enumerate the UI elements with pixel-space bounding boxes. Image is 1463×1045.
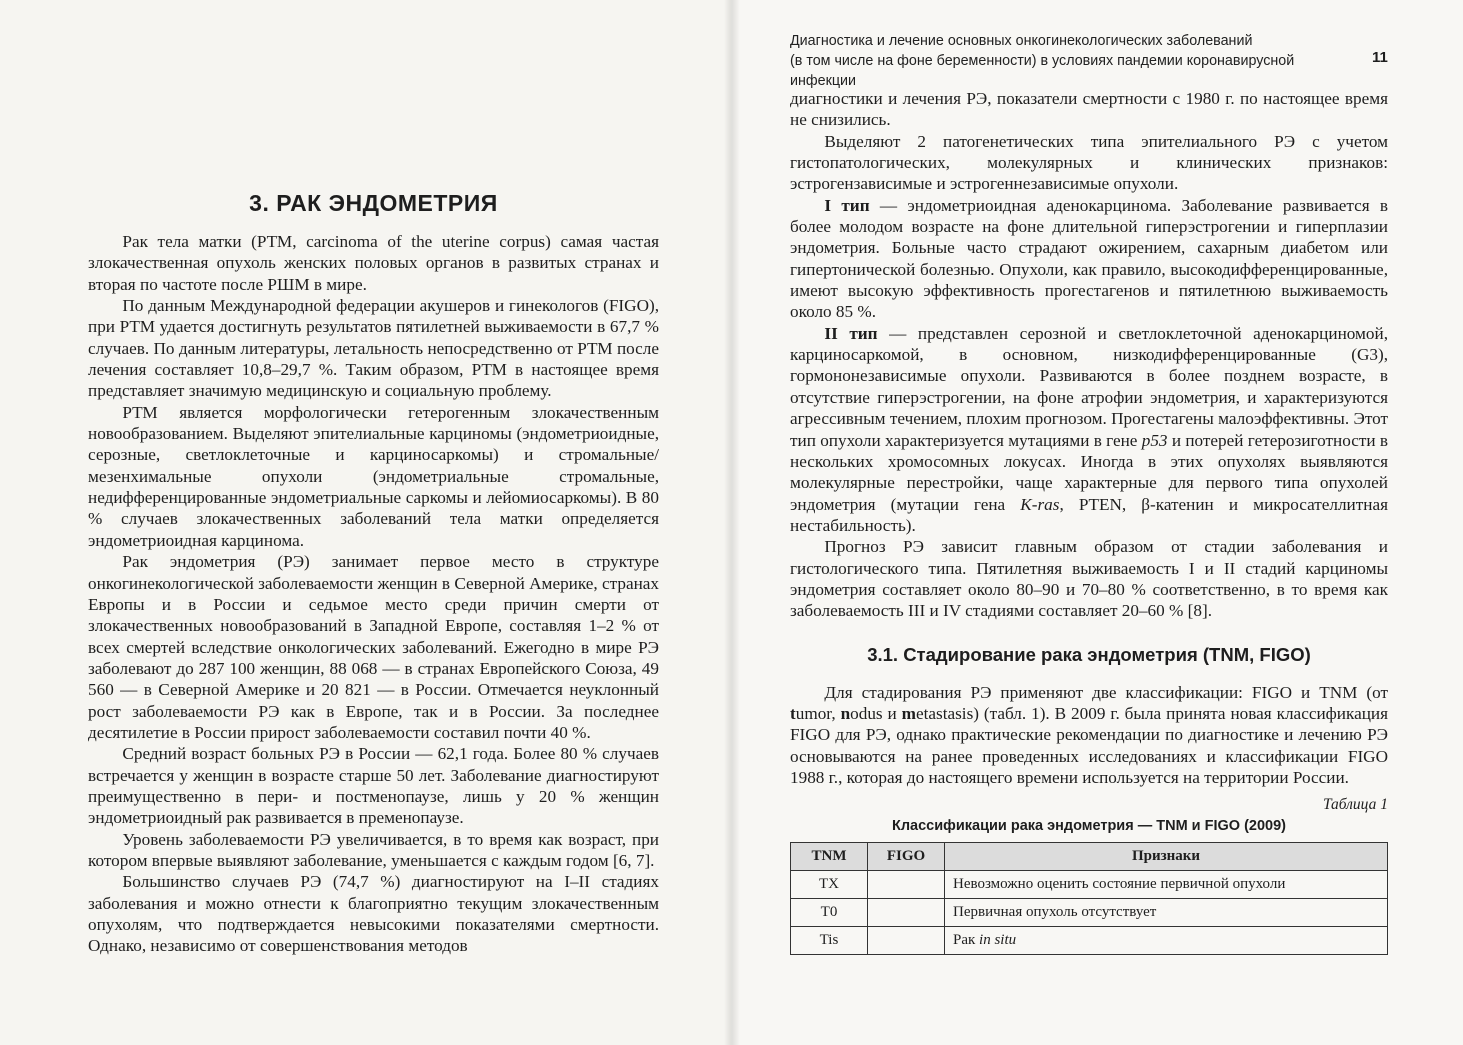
cell-sign [945, 927, 1388, 955]
acronym-letter: n [840, 703, 851, 723]
chapter-title: 3. РАК ЭНДОМЕТРИЯ [249, 190, 498, 216]
cell-tnm: T0 [791, 899, 868, 927]
left-column [88, 190, 659, 957]
table-row [791, 927, 1388, 955]
cell-sign: Невозможно оценить состояние первичной опухоли [945, 871, 1388, 899]
paragraph-staging [790, 682, 1388, 789]
paragraph: Уровень заболеваемости РЭ увеличивается, в то время как возраст, при котором впервые выявляют заболевание, уменьшается с каждым годом [6, 7]. [88, 829, 659, 870]
cell-sign-prefix: Рак [953, 932, 980, 949]
cell-tnm: Tis [791, 927, 868, 955]
table-label: Таблица 1 [1322, 796, 1388, 814]
paragraph: Выделяют 2 патогенетических типа эпителиального РЭ с учетом гистопатологических, молекулярных и клинических признаков: эстрогензависимые и эстрогеннезависимые опухоли. [790, 131, 1388, 194]
cell-sign: Первичная опухоль отсутствует [945, 899, 1388, 927]
section-title: 3.1. Стадирование рака эндометрия (TNM, FIGO) [867, 643, 1311, 665]
gene-kras: K-ras [1020, 494, 1060, 514]
paragraph: РТМ является морфологически гетерогенным злокачественным новообразованием. Выделяют эпителиальные карциномы (эндометриоидные, серозные, светлоклеточные и карциносаркомы) и стромальные/мезенхимальные опухоли (эндометриальные стромальные, недифференцированные эндометриальные саркомы и лейомиосаркомы). В 80 % случаев злокачественных заболеваний тела матки определяется эндометриоидная карцинома. [88, 402, 659, 550]
cell-tnm: TX [791, 871, 868, 899]
acronym-letter: m [901, 703, 916, 723]
staging-text: etastasis) (табл. 1). В 2009 г. была принята новая классификация FIGO для РЭ, однако практические рекомендации по диагностике и лечению РЭ основываются на ранее проведенных исследованиях и классификации FIGO 1988 г., которая до настоящего времени используется на территории России. [790, 703, 1388, 787]
paragraph: Большинство случаев РЭ (74,7 %) диагностируют на I–II стадиях заболевания и можно отнести к благоприятно текущим злокачественным опухолям, что подтверждается невысокими показателями смертности. Однако, независимо от совершенствования методов [88, 872, 659, 956]
page-number: 11 [1372, 49, 1388, 66]
type1-text: — эндометриоидная аденокарцинома. Заболевание развивается в более молодом возрасте на фоне длительной гиперэстрогении и гиперплазии эндометрия. Больные часто страдают ожирением, сахарным диабетом или гипертонической болезнью. Опухоли, как правило, высокодифференцированные, имеют высокую эффективность прогестагенов и пятилетнюю выживаемость около 85 %. [790, 195, 1389, 322]
paragraph: Средний возраст больных РЭ в России — 62,1 года. Более 80 % случаев встречается у женщин в возрасте старше 50 лет. Заболевание диагностируют преимущественно в пери- и постменопаузе, лишь у 20 % женщин эндометриоидный рак развивается в пременопаузе. [88, 744, 659, 828]
running-head-line1: Диагностика и лечение основных онкогинекологических заболеваний [790, 33, 1253, 49]
table-header-figo: FIGO [868, 843, 945, 871]
table-row [791, 871, 1388, 899]
type2-text-c: , PTEN, β-катенин и микросателлитная нестабильность). [790, 494, 1388, 535]
table-row [791, 899, 1388, 927]
paragraph: Рак эндометрия (РЭ) занимает первое место в структуре онкогинекологической заболеваемости женщин в Северной Америке, странах Европы и в России и седьмое место среди причин смерти от злокачественных новообразований в Западной Европе, составляя 1–2 % от всех смертей вследствие онкологических заболеваний. Ежегодно в мире РЭ заболевают до 287 100 женщин, 88 068 — в странах Европейского Союза, 49 560 — в Северной Америке и 20 821 — в России. Отмечается неуклонный рост заболеваемости РЭ как в Европе, так и в России. За последнее десятилетие в России прирост заболеваемости составил почти 40 %. [88, 552, 659, 742]
paragraph-type2 [790, 323, 1388, 536]
gene-p53: p53 [1141, 430, 1168, 450]
table-header-tnm: TNM [791, 843, 868, 871]
paragraph-continuation: диагностики и лечения РЭ, показатели смертности с 1980 г. по настоящее время не снизились. [790, 89, 1388, 130]
staging-text: odus и [850, 703, 902, 723]
table-caption: Классификации рака эндометрия — TNM и FIGO (2009) [891, 818, 1287, 835]
cell-figo [868, 871, 945, 899]
running-head-line2: (в том числе на фоне беременности) в условиях пандемии коронавирусной инфекции [790, 53, 1295, 89]
right-column [790, 88, 1388, 955]
type2-label: II тип [824, 323, 878, 343]
paragraph: Прогноз РЭ зависит главным образом от стадии заболевания и гистологического типа. Пятилетняя выживаемость I и II стадий карциномы эндометрия составляет около 80–90 и 70–80 % соответственно, в то время как заболеваемость III и IV стадиями составляет 20–60 % [8]. [790, 537, 1388, 621]
type2-text-a: — представлен серозной и светлоклеточной аденокарциномой, карциносаркомой, в основном, низкодифференцированные (G3), гормононезависимые опухоли. Развиваются в более позднем возрасте, в отсутствие гиперэстрогении, на фоне атрофии эндометрия, и характеризуются агрессивным течением, плохим прогнозом. Прогестагены малоэффективны. Этот тип опухоли характеризуется мутациями в гене [790, 323, 1388, 450]
staging-text: Для стадирования РЭ применяют две классификации: FIGO и TNM (от [824, 682, 1388, 702]
table-header-row [791, 843, 1388, 871]
classification-table [790, 842, 1388, 955]
cell-sign-italic: in situ [979, 932, 1017, 949]
paragraph: Рак тела матки (РТМ, carcinoma of the uterine corpus) самая частая злокачественная опухоль женских половых органов в развитых странах и вторая по частоте после РШМ в мире. [88, 232, 659, 294]
acronym-letter: t [790, 703, 796, 723]
paragraph-type1 [790, 195, 1388, 323]
book-gutter [724, 0, 740, 1045]
cell-figo [868, 927, 945, 955]
table-header-signs: Признаки [945, 843, 1388, 871]
cell-figo [868, 899, 945, 927]
running-head [790, 31, 1350, 91]
type2-text-b: и потерей гетерозиготности в нескольких хромосомных локусах. Иногда в этих опухолях выявляются молекулярные перестройки, чаще характерные для первого типа опухолей эндометрия (мутации гена [790, 430, 1388, 514]
type1-label: I тип [824, 195, 870, 215]
staging-text: umor, [795, 703, 841, 723]
paragraph: По данным Международной федерации акушеров и гинекологов (FIGO), при РТМ удается достигнуть результатов пятилетней выживаемости в 67,7 % случаев. По данным литературы, летальность непосредственно от РТМ после лечения составляет 10,8–29,7 %. Таким образом, РТМ в настоящее время представляет значимую медицинскую и социальную проблему. [88, 296, 659, 401]
